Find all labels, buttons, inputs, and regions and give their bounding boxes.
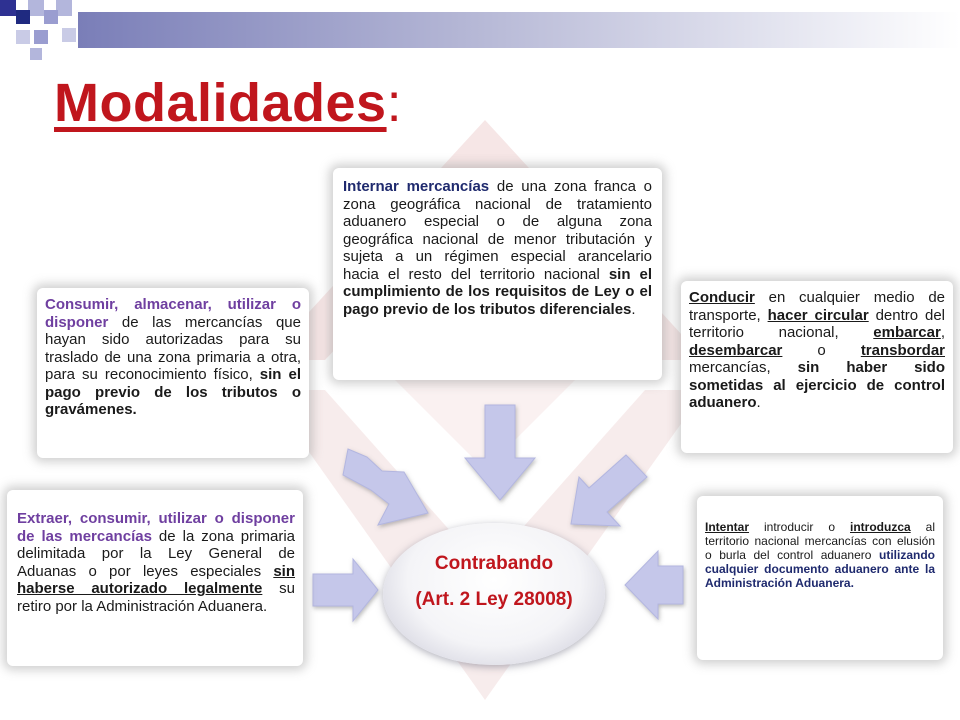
corner-square (16, 30, 30, 44)
text-bold: sin el cumplimiento de los requisitos de Ley o el pago previo de los tributos diferenciales (343, 265, 652, 318)
text-bold: sin haber sido sometidas al ejercicio de control aduanero (689, 359, 945, 412)
text-plain: o (782, 341, 861, 359)
title-text: Modalidades (54, 73, 387, 133)
header-gradient-bar (78, 12, 960, 48)
content-box-internar (333, 168, 662, 380)
corner-square (16, 10, 30, 24)
corner-square (56, 0, 72, 16)
text-bold: embarcar (873, 324, 941, 342)
content-box-conducir (681, 281, 953, 453)
text-plain: de la zona primaria delimitada por la Ley General de Aduanas o por leyes especiales (17, 527, 295, 580)
text-bold: Conducir (689, 289, 755, 306)
text-bold: desembarcar (689, 341, 783, 359)
center-subtitle: (Art. 2 Ley 28008) (415, 589, 573, 610)
page-title (54, 72, 402, 134)
text-bold: Extraer, consumir, utilizar o disponer de las mercancías (17, 510, 295, 545)
title-colon: : (386, 73, 403, 133)
text-bold: Internar mercancías (343, 178, 490, 195)
content-box-extraer (7, 490, 303, 666)
text-plain: mercancías, (689, 359, 798, 377)
text-plain: . (631, 300, 636, 318)
text-bold: Consumir, almacenar, utilizar o disponer (45, 296, 301, 331)
text-plain: al territorio nacional mercancías con elusión o burla del control aduanero (705, 520, 935, 563)
text-plain: de una zona franca o zona geográfica nacional de tratamiento aduanero especial o de alguna zona geográfica nacional de menor tributación y sujeta a un régimen especial arancelario hacia el resto del territorio nacional (343, 178, 653, 283)
text-plain: dentro del territorio nacional, (689, 306, 946, 342)
text-bold: transbordar (860, 341, 945, 359)
text-plain: en cualquier medio de transporte, (689, 289, 945, 324)
corner-square (28, 0, 44, 16)
text-bold: hacer circular (767, 306, 869, 324)
box-text (17, 510, 295, 615)
text-bold: Intentar (705, 520, 750, 534)
corner-square (34, 30, 48, 44)
content-box-consumir (37, 288, 309, 458)
corner-square (0, 0, 16, 16)
content-box-intentar (697, 496, 943, 660)
center-title: Contrabando (434, 553, 554, 574)
text-bold: introduzca (850, 520, 911, 534)
text-bold: sin el pago previo de los tributos o gravámenes. (45, 366, 301, 419)
corner-square (44, 10, 58, 24)
text-plain: de las mercancías que hayan sido autorizadas para su traslado de una zona primaria a otra, para su reconocimiento físico, (45, 313, 301, 384)
text-plain: . (756, 394, 761, 412)
corner-square (62, 28, 76, 42)
box-text (343, 178, 652, 318)
center-ellipse (383, 523, 605, 665)
box-text (689, 289, 945, 412)
text-bold: utilizando cualquier documento aduanero ante la Administración Aduanera. (705, 548, 935, 591)
box-text (45, 296, 301, 419)
text-plain: introducir o (749, 520, 850, 534)
text-plain: su retiro por la Administración Aduanera. (17, 580, 295, 615)
text-plain: , (940, 324, 945, 342)
box-text (705, 520, 935, 590)
text-bold: sin haberse autorizado legalmente (17, 562, 295, 598)
corner-square (30, 48, 42, 60)
